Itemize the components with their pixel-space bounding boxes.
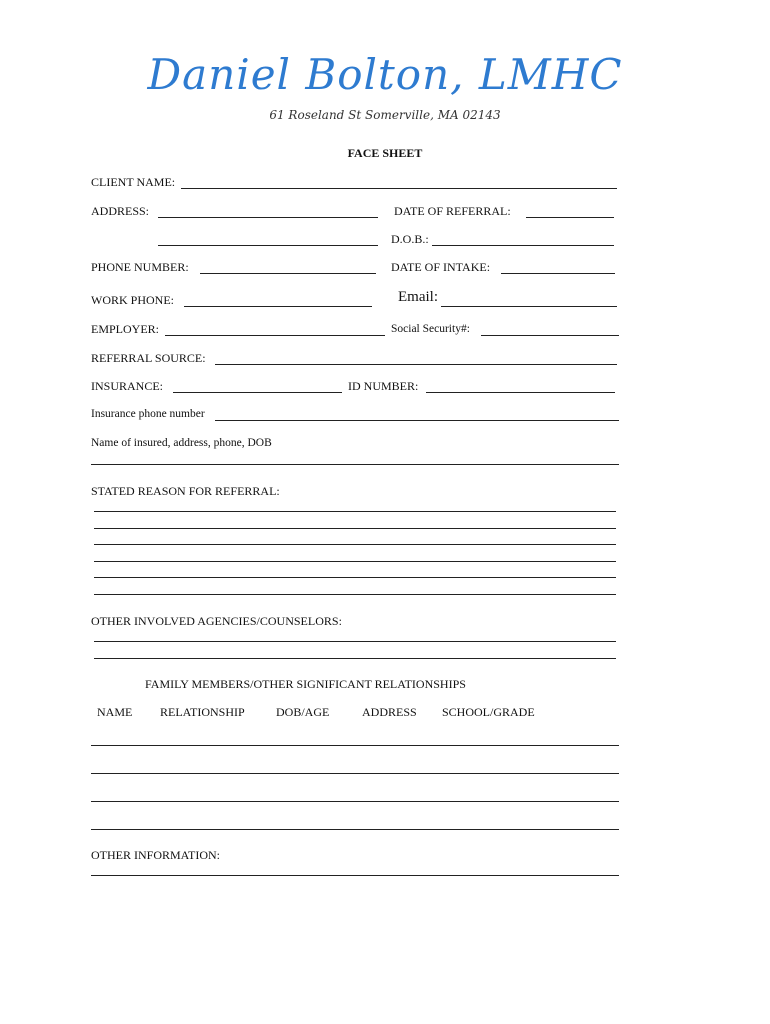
work-phone-label: WORK PHONE:	[91, 293, 174, 307]
dob-label: D.O.B.:	[391, 232, 429, 246]
client-name-label: CLIENT NAME:	[91, 175, 176, 189]
social-security-label: Social Security#:	[391, 323, 470, 335]
address-line2-field[interactable]	[158, 232, 378, 246]
insurance-label: INSURANCE:	[91, 379, 164, 393]
other-information-field[interactable]	[91, 862, 619, 876]
insured-info-label: Name of insured, address, phone, DOB	[91, 437, 272, 449]
column-relationship: RELATIONSHIP	[160, 705, 245, 719]
family-row-3[interactable]	[91, 788, 619, 802]
phone-number-field[interactable]	[200, 260, 376, 274]
date-of-referral-field[interactable]	[526, 204, 614, 218]
insurance-phone-label: Insurance phone number	[91, 408, 205, 420]
stated-reason-line-6[interactable]	[94, 581, 616, 595]
email-field[interactable]	[441, 293, 617, 307]
date-of-intake-field[interactable]	[501, 260, 615, 274]
employer-label: EMPLOYER:	[91, 322, 160, 336]
stated-reason-line-1[interactable]	[94, 498, 616, 512]
practice-address: 61 Roseland St Somerville, MA 02143	[269, 108, 501, 122]
insurance-phone-field[interactable]	[215, 407, 619, 421]
address-field[interactable]	[158, 204, 378, 218]
other-agencies-label: OTHER INVOLVED AGENCIES/COUNSELORS:	[91, 614, 342, 628]
id-number-label: ID NUMBER:	[348, 379, 419, 393]
stated-reason-line-2[interactable]	[94, 515, 616, 529]
stated-reason-line-3[interactable]	[94, 531, 616, 545]
stated-reason-line-4[interactable]	[94, 548, 616, 562]
family-heading: FAMILY MEMBERS/OTHER SIGNIFICANT RELATIONSHIPS	[145, 677, 466, 691]
dob-field[interactable]	[432, 232, 614, 246]
family-row-1[interactable]	[91, 732, 619, 746]
insurance-field[interactable]	[173, 379, 342, 393]
referral-source-label: REFERRAL SOURCE:	[91, 351, 206, 365]
column-name: NAME	[97, 705, 133, 719]
stated-reason-label: STATED REASON FOR REFERRAL:	[91, 484, 280, 498]
practice-name: Daniel Bolton, LMHC	[147, 50, 623, 99]
employer-field[interactable]	[165, 322, 385, 336]
phone-number-label: PHONE NUMBER:	[91, 260, 189, 274]
family-row-4[interactable]	[91, 816, 619, 830]
date-of-intake-label: DATE OF INTAKE:	[391, 260, 491, 274]
column-address: ADDRESS	[362, 705, 417, 719]
date-of-referral-label: DATE OF REFERRAL:	[394, 204, 511, 218]
other-agencies-line-2[interactable]	[94, 645, 616, 659]
social-security-field[interactable]	[481, 322, 619, 336]
column-dob-age: DOB/AGE	[276, 705, 330, 719]
other-information-label: OTHER INFORMATION:	[91, 848, 220, 862]
other-agencies-line-1[interactable]	[94, 628, 616, 642]
column-school-grade: SCHOOL/GRADE	[442, 705, 535, 719]
id-number-field[interactable]	[426, 379, 615, 393]
referral-source-field[interactable]	[215, 351, 617, 365]
page-title: FACE SHEET	[347, 146, 423, 160]
work-phone-field[interactable]	[184, 293, 372, 307]
insured-info-field[interactable]	[91, 451, 619, 465]
email-label: Email:	[398, 289, 438, 305]
stated-reason-line-5[interactable]	[94, 564, 616, 578]
family-row-2[interactable]	[91, 760, 619, 774]
client-name-field[interactable]	[181, 175, 617, 189]
address-label: ADDRESS:	[91, 204, 150, 218]
